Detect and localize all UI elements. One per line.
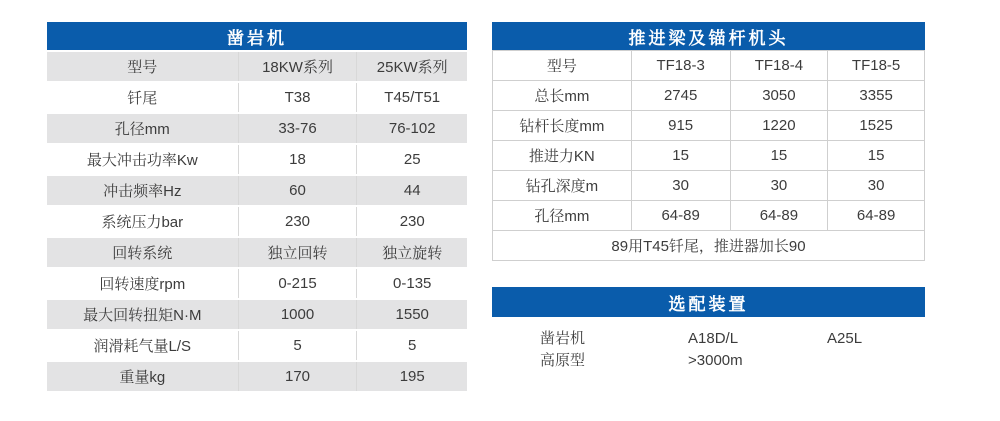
table-cell: 44 [357, 175, 467, 206]
table-row [47, 51, 467, 82]
optional-device-value: A25L [827, 330, 863, 347]
table-note: 89用T45钎尾，推进器加长90 [493, 231, 925, 261]
table-cell: 钎尾 [47, 82, 238, 113]
table-cell: 最大冲击功率Kw [47, 144, 238, 175]
rock-drill-title: 凿岩机 [47, 22, 467, 50]
table-cell: 33-76 [238, 113, 357, 144]
table-cell: 型号 [47, 51, 238, 82]
optional-device-label: 高原型 [540, 352, 586, 369]
table-cell: 0-215 [238, 268, 357, 299]
table-row [47, 144, 467, 175]
rock-drill-section [47, 22, 467, 391]
table-cell: 孔径mm [493, 201, 632, 231]
table-cell: 型号 [493, 51, 632, 81]
table-row [47, 299, 467, 330]
optional-devices-title: 选配装置 [492, 287, 925, 317]
table-cell: 30 [828, 171, 925, 201]
table-cell: 独立回转 [238, 237, 357, 268]
table-cell: 1220 [730, 111, 828, 141]
feed-beam-title: 推进梁及锚杆机头 [492, 22, 925, 50]
table-cell: 总长mm [493, 81, 632, 111]
table-cell: 3355 [828, 81, 925, 111]
table-cell: 230 [238, 206, 357, 237]
table-cell: 最大回转扭矩N·M [47, 299, 238, 330]
table-cell: 915 [631, 111, 730, 141]
table-cell: 系统压力bar [47, 206, 238, 237]
optional-device-value [827, 350, 925, 372]
table-cell: 5 [238, 330, 357, 361]
table-cell: 25 [357, 144, 467, 175]
table-cell: 回转速度rpm [47, 268, 238, 299]
table-row [47, 361, 467, 391]
optional-device-value: >3000m [688, 352, 743, 369]
table-cell: 2745 [631, 81, 730, 111]
table-cell: 1000 [238, 299, 357, 330]
table-row [47, 237, 467, 268]
table-row [47, 175, 467, 206]
table-cell: 0-135 [357, 268, 467, 299]
optional-device-label: 凿岩机 [540, 330, 586, 347]
table-row [47, 330, 467, 361]
table-row [47, 206, 467, 237]
table-cell: TF18-3 [631, 51, 730, 81]
table-cell: 钻孔深度m [493, 171, 632, 201]
table-row [493, 171, 925, 201]
table-cell: 64-89 [730, 201, 828, 231]
table-cell: T38 [238, 82, 357, 113]
table-cell: 15 [631, 141, 730, 171]
optional-device-row [492, 350, 925, 372]
optional-device-value: A18D/L [688, 330, 739, 347]
table-cell: 170 [238, 361, 357, 391]
table-note-row [493, 231, 925, 261]
table-cell: T45/T51 [357, 82, 467, 113]
table-cell: 回转系统 [47, 237, 238, 268]
table-cell: 60 [238, 175, 357, 206]
table-cell: 3050 [730, 81, 828, 111]
table-row [47, 113, 467, 144]
table-cell: 30 [730, 171, 828, 201]
table-cell: 30 [631, 171, 730, 201]
table-cell: 重量kg [47, 361, 238, 391]
optional-devices-body [492, 328, 925, 372]
table-cell: 孔径mm [47, 113, 238, 144]
table-cell: 15 [730, 141, 828, 171]
table-row [47, 268, 467, 299]
table-cell: 1525 [828, 111, 925, 141]
table-cell: 64-89 [828, 201, 925, 231]
optional-devices-section [492, 287, 925, 372]
table-cell: 5 [357, 330, 467, 361]
table-row [493, 51, 925, 81]
table-cell: 独立旋转 [357, 237, 467, 268]
table-cell: 64-89 [631, 201, 730, 231]
table-cell: 钻杆长度mm [493, 111, 632, 141]
table-cell: TF18-4 [730, 51, 828, 81]
table-cell: 25KW系列 [357, 51, 467, 82]
table-cell: TF18-5 [828, 51, 925, 81]
table-row [493, 111, 925, 141]
table-row [493, 201, 925, 231]
table-row [493, 81, 925, 111]
table-cell: 76-102 [357, 113, 467, 144]
table-cell: 230 [357, 206, 467, 237]
feed-beam-section [492, 22, 925, 261]
rock-drill-table [47, 50, 467, 391]
table-row [493, 141, 925, 171]
table-cell: 1550 [357, 299, 467, 330]
table-cell: 润滑耗气量L/S [47, 330, 238, 361]
table-cell: 18KW系列 [238, 51, 357, 82]
feed-beam-table [492, 50, 925, 261]
table-row [47, 82, 467, 113]
table-cell: 15 [828, 141, 925, 171]
table-cell: 195 [357, 361, 467, 391]
table-cell: 推进力KN [493, 141, 632, 171]
optional-device-row [492, 328, 925, 350]
table-cell: 冲击频率Hz [47, 175, 238, 206]
table-cell: 18 [238, 144, 357, 175]
